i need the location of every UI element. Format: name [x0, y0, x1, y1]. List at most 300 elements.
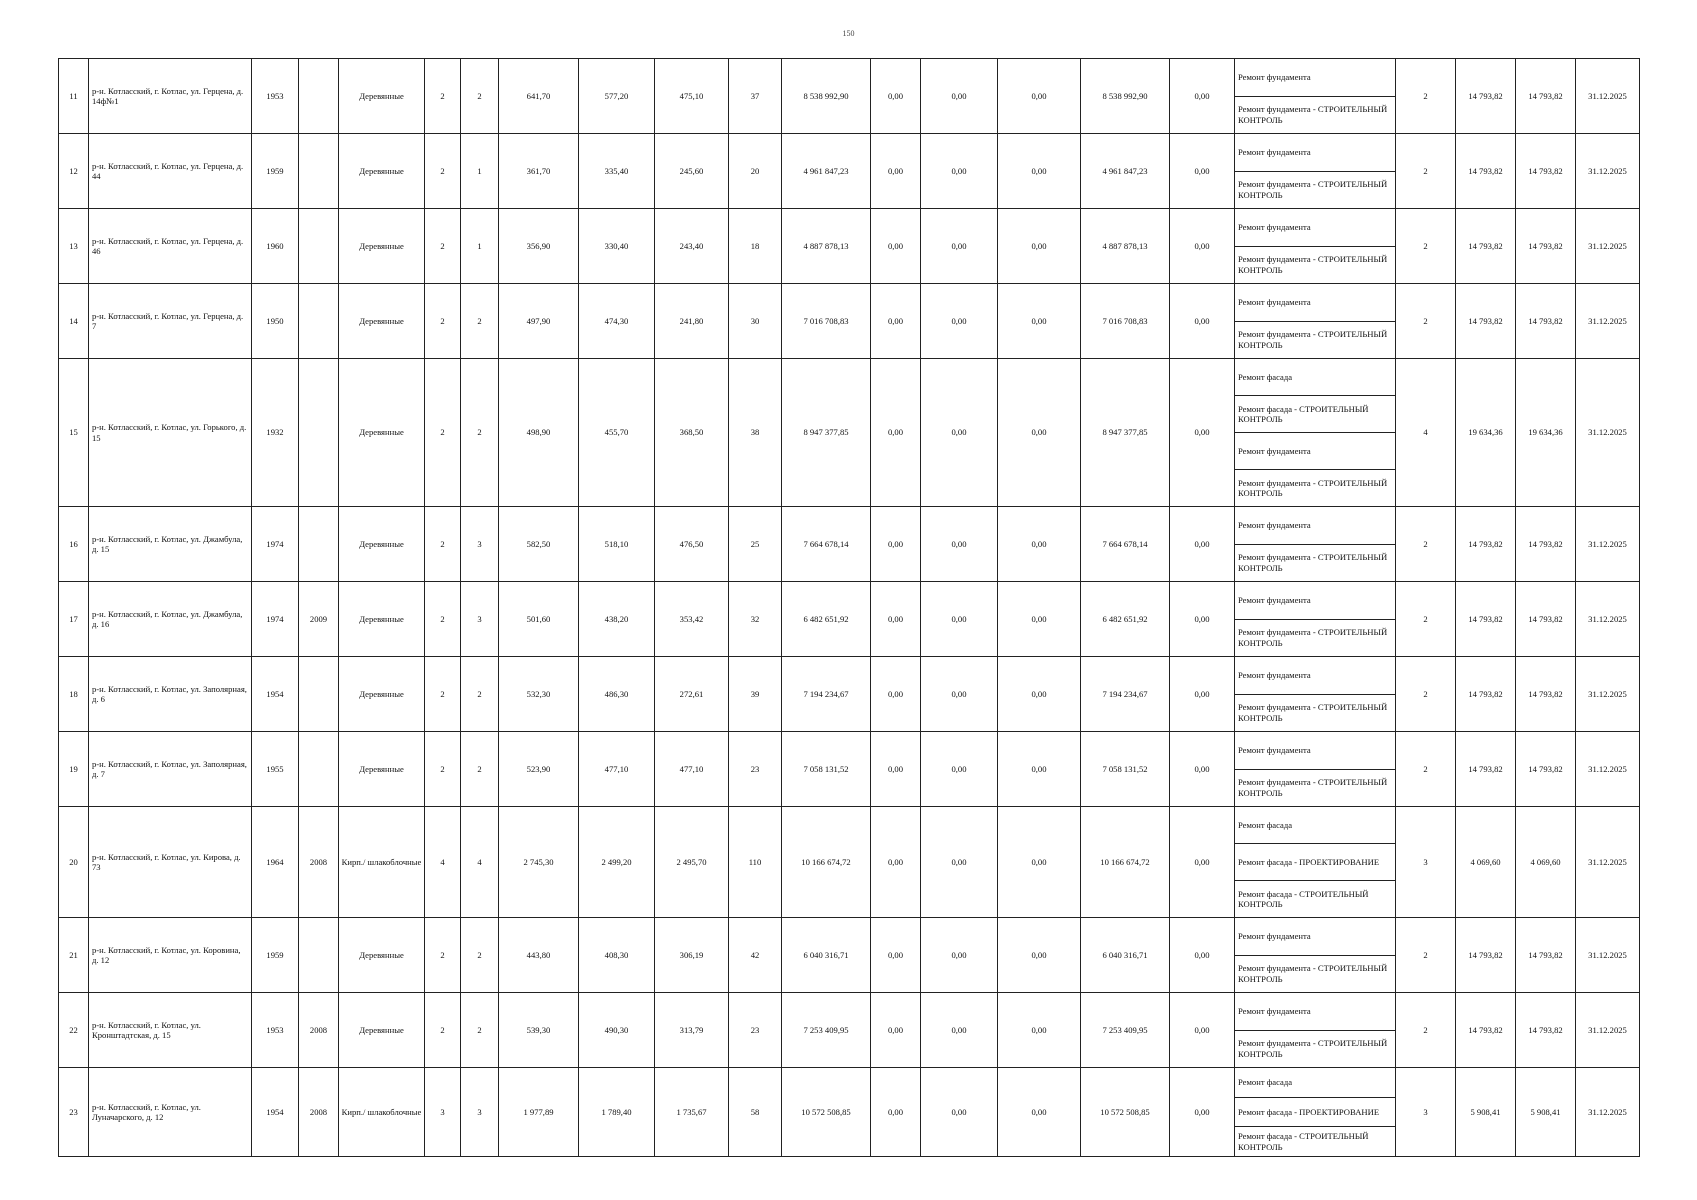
cell-other-funds: 0,00 — [1170, 134, 1235, 209]
cell-residents: 39 — [729, 657, 782, 732]
cell-total-area: 443,80 — [499, 918, 579, 993]
cell-year-reconstruction — [299, 918, 339, 993]
cell-year-built: 1959 — [252, 134, 299, 209]
cell-floors: 3 — [425, 1068, 461, 1157]
cell-works — [1235, 59, 1396, 134]
cell-total-cost: 7 058 131,52 — [782, 732, 871, 807]
cell-row-number: 19 — [59, 732, 89, 807]
cell-year-reconstruction — [299, 59, 339, 134]
page-number: 150 — [842, 29, 855, 38]
cell-completion-date: 31.12.2025 — [1576, 359, 1640, 507]
cell-owned-area: 272,61 — [655, 657, 729, 732]
cell-residents: 42 — [729, 918, 782, 993]
cell-total-cost: 4 961 847,23 — [782, 134, 871, 209]
cell-row-number: 13 — [59, 209, 89, 284]
cell-total-cost: 10 572 508,85 — [782, 1068, 871, 1157]
cell-max-unit-cost: 14 793,82 — [1516, 284, 1576, 359]
cell-year-reconstruction — [299, 507, 339, 582]
cell-floors: 2 — [425, 209, 461, 284]
cell-other-funds: 0,00 — [1170, 507, 1235, 582]
cell-address: р-н. Котласский, г. Котлас, ул. Горького, д. 15 — [89, 359, 252, 507]
cell-year-built: 1953 — [252, 59, 299, 134]
table-row — [59, 284, 1640, 359]
work-list — [1235, 807, 1395, 917]
cell-row-number: 16 — [59, 507, 89, 582]
cell-federal-funds: 0,00 — [871, 807, 921, 918]
cell-municipal-funds: 0,00 — [998, 284, 1081, 359]
work-item: Ремонт фундамента — [1238, 931, 1311, 942]
cell-regional-funds: 0,00 — [921, 918, 998, 993]
cell-wall-material: Деревянные — [339, 507, 425, 582]
cell-owned-area: 245,60 — [655, 134, 729, 209]
cell-other-funds: 0,00 — [1170, 1068, 1235, 1157]
work-item: Ремонт фундамента - СТРОИТЕЛЬНЫЙ КОНТРОЛЬ — [1235, 1030, 1395, 1068]
cell-total-area: 539,30 — [499, 993, 579, 1068]
cell-entrances: 4 — [461, 807, 499, 918]
cell-year-reconstruction — [299, 359, 339, 507]
work-item: Ремонт фундамента — [1238, 72, 1311, 83]
cell-year-reconstruction: 2008 — [299, 1068, 339, 1157]
cell-regional-funds: 0,00 — [921, 507, 998, 582]
cell-other-funds: 0,00 — [1170, 209, 1235, 284]
cell-entrances: 1 — [461, 209, 499, 284]
cell-owner-funds: 7 016 708,83 — [1081, 284, 1170, 359]
cell-entrances: 1 — [461, 134, 499, 209]
cell-other-funds: 0,00 — [1170, 993, 1235, 1068]
cell-regional-funds: 0,00 — [921, 59, 998, 134]
cell-owner-funds: 7 253 409,95 — [1081, 993, 1170, 1068]
building-repair-table — [58, 58, 1640, 1157]
cell-year-reconstruction — [299, 284, 339, 359]
cell-row-number: 14 — [59, 284, 89, 359]
cell-year-reconstruction: 2008 — [299, 993, 339, 1068]
table-row — [59, 582, 1640, 657]
cell-wall-material: Кирп./ шлакоблочные — [339, 1068, 425, 1157]
cell-living-area: 2 499,20 — [579, 807, 655, 918]
table-row — [59, 359, 1640, 507]
cell-entrances: 2 — [461, 657, 499, 732]
work-list — [1235, 59, 1395, 133]
cell-floors: 2 — [425, 993, 461, 1068]
cell-owner-funds: 4 961 847,23 — [1081, 134, 1170, 209]
cell-works-count: 2 — [1396, 209, 1456, 284]
cell-unit-cost: 14 793,82 — [1456, 657, 1516, 732]
cell-unit-cost: 14 793,82 — [1456, 918, 1516, 993]
cell-living-area: 577,20 — [579, 59, 655, 134]
cell-wall-material: Деревянные — [339, 582, 425, 657]
table-row — [59, 1068, 1640, 1157]
cell-works-count: 2 — [1396, 59, 1456, 134]
cell-completion-date: 31.12.2025 — [1576, 284, 1640, 359]
cell-works-count: 2 — [1396, 918, 1456, 993]
cell-completion-date: 31.12.2025 — [1576, 209, 1640, 284]
work-item: Ремонт фундамента - СТРОИТЕЛЬНЫЙ КОНТРОЛЬ — [1235, 694, 1395, 732]
cell-year-reconstruction — [299, 134, 339, 209]
table-row — [59, 209, 1640, 284]
cell-other-funds: 0,00 — [1170, 918, 1235, 993]
work-item: Ремонт фундамента — [1238, 670, 1311, 681]
cell-total-area: 2 745,30 — [499, 807, 579, 918]
work-item: Ремонт фундамента — [1238, 222, 1311, 233]
cell-row-number: 11 — [59, 59, 89, 134]
cell-owner-funds: 7 664 678,14 — [1081, 507, 1170, 582]
cell-works-count: 2 — [1396, 582, 1456, 657]
cell-wall-material: Деревянные — [339, 657, 425, 732]
cell-regional-funds: 0,00 — [921, 134, 998, 209]
cell-year-built: 1954 — [252, 1068, 299, 1157]
cell-municipal-funds: 0,00 — [998, 1068, 1081, 1157]
cell-owner-funds: 4 887 878,13 — [1081, 209, 1170, 284]
cell-residents: 30 — [729, 284, 782, 359]
cell-municipal-funds: 0,00 — [998, 732, 1081, 807]
work-item: Ремонт фасада — [1238, 819, 1293, 830]
cell-regional-funds: 0,00 — [921, 582, 998, 657]
cell-residents: 23 — [729, 732, 782, 807]
cell-completion-date: 31.12.2025 — [1576, 134, 1640, 209]
cell-living-area: 438,20 — [579, 582, 655, 657]
cell-works-count: 2 — [1396, 993, 1456, 1068]
cell-owned-area: 1 735,67 — [655, 1068, 729, 1157]
cell-total-cost: 7 664 678,14 — [782, 507, 871, 582]
cell-max-unit-cost: 14 793,82 — [1516, 993, 1576, 1068]
cell-total-area: 641,70 — [499, 59, 579, 134]
cell-row-number: 22 — [59, 993, 89, 1068]
cell-living-area: 518,10 — [579, 507, 655, 582]
cell-residents: 58 — [729, 1068, 782, 1157]
cell-owner-funds: 6 482 651,92 — [1081, 582, 1170, 657]
work-item: Ремонт фундамента — [1238, 745, 1311, 756]
cell-max-unit-cost: 14 793,82 — [1516, 657, 1576, 732]
cell-unit-cost: 14 793,82 — [1456, 134, 1516, 209]
cell-residents: 25 — [729, 507, 782, 582]
cell-max-unit-cost: 5 908,41 — [1516, 1068, 1576, 1157]
cell-floors: 2 — [425, 507, 461, 582]
cell-year-reconstruction — [299, 657, 339, 732]
cell-owned-area: 353,42 — [655, 582, 729, 657]
cell-year-built: 1932 — [252, 359, 299, 507]
cell-address: р-н. Котласский, г. Котлас, ул. Заполярная, д. 6 — [89, 657, 252, 732]
cell-federal-funds: 0,00 — [871, 582, 921, 657]
cell-unit-cost: 4 069,60 — [1456, 807, 1516, 918]
cell-entrances: 3 — [461, 507, 499, 582]
cell-federal-funds: 0,00 — [871, 993, 921, 1068]
cell-residents: 32 — [729, 582, 782, 657]
cell-owner-funds: 8 947 377,85 — [1081, 359, 1170, 507]
cell-completion-date: 31.12.2025 — [1576, 657, 1640, 732]
work-item: Ремонт фундамента - СТРОИТЕЛЬНЫЙ КОНТРОЛЬ — [1235, 96, 1395, 134]
cell-total-cost: 8 947 377,85 — [782, 359, 871, 507]
cell-completion-date: 31.12.2025 — [1576, 807, 1640, 918]
cell-municipal-funds: 0,00 — [998, 807, 1081, 918]
cell-address: р-н. Котласский, г. Котлас, ул. Герцена, д. 46 — [89, 209, 252, 284]
cell-floors: 2 — [425, 359, 461, 507]
cell-address: р-н. Котласский, г. Котлас, ул. Кирова, д. 73 — [89, 807, 252, 918]
table-row — [59, 134, 1640, 209]
work-item: Ремонт фундамента — [1238, 595, 1311, 606]
cell-living-area: 455,70 — [579, 359, 655, 507]
cell-year-built: 1955 — [252, 732, 299, 807]
cell-living-area: 408,30 — [579, 918, 655, 993]
cell-address: р-н. Котласский, г. Котлас, ул. Луначарского, д. 12 — [89, 1068, 252, 1157]
cell-residents: 18 — [729, 209, 782, 284]
cell-total-area: 532,30 — [499, 657, 579, 732]
cell-owned-area: 243,40 — [655, 209, 729, 284]
cell-regional-funds: 0,00 — [921, 284, 998, 359]
cell-owner-funds: 10 572 508,85 — [1081, 1068, 1170, 1157]
cell-works — [1235, 209, 1396, 284]
work-item: Ремонт фасада - ПРОЕКТИРОВАНИЕ — [1235, 843, 1395, 880]
cell-wall-material: Деревянные — [339, 209, 425, 284]
cell-living-area: 330,40 — [579, 209, 655, 284]
cell-entrances: 3 — [461, 1068, 499, 1157]
cell-entrances: 2 — [461, 993, 499, 1068]
cell-entrances: 3 — [461, 582, 499, 657]
cell-address: р-н. Котласский, г. Котлас, ул. Герцена, д. 44 — [89, 134, 252, 209]
cell-address: р-н. Котласский, г. Котлас, ул. Джамбула, д. 15 — [89, 507, 252, 582]
cell-residents: 37 — [729, 59, 782, 134]
work-list — [1235, 993, 1395, 1067]
work-item: Ремонт фундамента - СТРОИТЕЛЬНЫЙ КОНТРОЛЬ — [1235, 619, 1395, 657]
cell-federal-funds: 0,00 — [871, 134, 921, 209]
cell-year-built: 1964 — [252, 807, 299, 918]
cell-floors: 4 — [425, 807, 461, 918]
cell-works — [1235, 582, 1396, 657]
cell-wall-material: Деревянные — [339, 284, 425, 359]
work-item: Ремонт фундамента - СТРОИТЕЛЬНЫЙ КОНТРОЛЬ — [1235, 544, 1395, 582]
cell-max-unit-cost: 14 793,82 — [1516, 582, 1576, 657]
cell-total-cost: 10 166 674,72 — [782, 807, 871, 918]
cell-total-area: 497,90 — [499, 284, 579, 359]
cell-row-number: 12 — [59, 134, 89, 209]
work-item: Ремонт фасада - СТРОИТЕЛЬНЫЙ КОНТРОЛЬ — [1235, 395, 1395, 432]
cell-year-built: 1974 — [252, 582, 299, 657]
cell-regional-funds: 0,00 — [921, 657, 998, 732]
cell-year-reconstruction — [299, 209, 339, 284]
work-item: Ремонт фасада - ПРОЕКТИРОВАНИЕ — [1235, 1097, 1395, 1127]
cell-federal-funds: 0,00 — [871, 209, 921, 284]
cell-row-number: 18 — [59, 657, 89, 732]
cell-floors: 2 — [425, 657, 461, 732]
cell-total-area: 356,90 — [499, 209, 579, 284]
cell-owner-funds: 7 058 131,52 — [1081, 732, 1170, 807]
work-list — [1235, 732, 1395, 806]
cell-works-count: 2 — [1396, 657, 1456, 732]
cell-municipal-funds: 0,00 — [998, 993, 1081, 1068]
cell-works — [1235, 918, 1396, 993]
cell-federal-funds: 0,00 — [871, 507, 921, 582]
cell-address: р-н. Котласский, г. Котлас, ул. Заполярная, д. 7 — [89, 732, 252, 807]
cell-unit-cost: 14 793,82 — [1456, 732, 1516, 807]
cell-regional-funds: 0,00 — [921, 732, 998, 807]
cell-regional-funds: 0,00 — [921, 359, 998, 507]
cell-works — [1235, 507, 1396, 582]
cell-regional-funds: 0,00 — [921, 1068, 998, 1157]
cell-residents: 20 — [729, 134, 782, 209]
work-list — [1235, 918, 1395, 992]
cell-unit-cost: 14 793,82 — [1456, 284, 1516, 359]
cell-floors: 2 — [425, 732, 461, 807]
cell-year-built: 1974 — [252, 507, 299, 582]
cell-owned-area: 313,79 — [655, 993, 729, 1068]
cell-owned-area: 475,10 — [655, 59, 729, 134]
work-item: Ремонт фундамента - СТРОИТЕЛЬНЫЙ КОНТРОЛЬ — [1235, 769, 1395, 807]
cell-other-funds: 0,00 — [1170, 284, 1235, 359]
cell-total-cost: 6 040 316,71 — [782, 918, 871, 993]
cell-works — [1235, 134, 1396, 209]
cell-unit-cost: 14 793,82 — [1456, 582, 1516, 657]
cell-max-unit-cost: 14 793,82 — [1516, 59, 1576, 134]
cell-year-built: 1960 — [252, 209, 299, 284]
work-item: Ремонт фасада - СТРОИТЕЛЬНЫЙ КОНТРОЛЬ — [1235, 1126, 1395, 1156]
work-list — [1235, 359, 1395, 506]
cell-owned-area: 477,10 — [655, 732, 729, 807]
cell-row-number: 15 — [59, 359, 89, 507]
cell-year-built: 1953 — [252, 993, 299, 1068]
cell-total-cost: 7 194 234,67 — [782, 657, 871, 732]
cell-works-count: 2 — [1396, 507, 1456, 582]
cell-completion-date: 31.12.2025 — [1576, 582, 1640, 657]
cell-municipal-funds: 0,00 — [998, 209, 1081, 284]
cell-owner-funds: 8 538 992,90 — [1081, 59, 1170, 134]
cell-living-area: 1 789,40 — [579, 1068, 655, 1157]
cell-works-count: 2 — [1396, 284, 1456, 359]
cell-residents: 23 — [729, 993, 782, 1068]
table-row — [59, 993, 1640, 1068]
cell-municipal-funds: 0,00 — [998, 918, 1081, 993]
cell-entrances: 2 — [461, 284, 499, 359]
cell-owned-area: 368,50 — [655, 359, 729, 507]
cell-federal-funds: 0,00 — [871, 732, 921, 807]
work-list — [1235, 284, 1395, 358]
cell-municipal-funds: 0,00 — [998, 582, 1081, 657]
cell-max-unit-cost: 14 793,82 — [1516, 209, 1576, 284]
cell-year-reconstruction — [299, 732, 339, 807]
cell-owned-area: 306,19 — [655, 918, 729, 993]
work-item: Ремонт фасада - СТРОИТЕЛЬНЫЙ КОНТРОЛЬ — [1235, 880, 1395, 917]
cell-federal-funds: 0,00 — [871, 918, 921, 993]
work-item: Ремонт фундамента — [1238, 297, 1311, 308]
table-row — [59, 807, 1640, 918]
work-item: Ремонт фасада — [1238, 371, 1293, 382]
cell-works-count: 2 — [1396, 134, 1456, 209]
cell-living-area: 490,30 — [579, 993, 655, 1068]
cell-completion-date: 31.12.2025 — [1576, 59, 1640, 134]
cell-wall-material: Деревянные — [339, 359, 425, 507]
work-item: Ремонт фундамента — [1238, 1006, 1311, 1017]
cell-completion-date: 31.12.2025 — [1576, 993, 1640, 1068]
cell-federal-funds: 0,00 — [871, 1068, 921, 1157]
cell-entrances: 2 — [461, 359, 499, 507]
cell-wall-material: Деревянные — [339, 993, 425, 1068]
cell-entrances: 2 — [461, 732, 499, 807]
cell-works — [1235, 732, 1396, 807]
cell-wall-material: Деревянные — [339, 732, 425, 807]
cell-other-funds: 0,00 — [1170, 732, 1235, 807]
table-body — [59, 59, 1640, 1157]
cell-floors: 2 — [425, 918, 461, 993]
table-row — [59, 918, 1640, 993]
cell-total-area: 498,90 — [499, 359, 579, 507]
cell-total-cost: 4 887 878,13 — [782, 209, 871, 284]
cell-floors: 2 — [425, 134, 461, 209]
cell-works — [1235, 657, 1396, 732]
cell-living-area: 335,40 — [579, 134, 655, 209]
cell-other-funds: 0,00 — [1170, 582, 1235, 657]
work-list — [1235, 134, 1395, 208]
cell-total-cost: 8 538 992,90 — [782, 59, 871, 134]
cell-total-area: 1 977,89 — [499, 1068, 579, 1157]
cell-max-unit-cost: 14 793,82 — [1516, 732, 1576, 807]
cell-regional-funds: 0,00 — [921, 993, 998, 1068]
cell-unit-cost: 14 793,82 — [1456, 59, 1516, 134]
cell-total-area: 501,60 — [499, 582, 579, 657]
work-item: Ремонт фундамента — [1235, 432, 1395, 469]
cell-regional-funds: 0,00 — [921, 209, 998, 284]
table-row — [59, 59, 1640, 134]
cell-unit-cost: 14 793,82 — [1456, 507, 1516, 582]
cell-total-area: 523,90 — [499, 732, 579, 807]
cell-wall-material: Кирп./ шлакоблочные — [339, 807, 425, 918]
cell-works — [1235, 359, 1396, 507]
work-item: Ремонт фундамента — [1238, 147, 1311, 158]
cell-max-unit-cost: 14 793,82 — [1516, 918, 1576, 993]
table-row — [59, 732, 1640, 807]
cell-row-number: 23 — [59, 1068, 89, 1157]
cell-federal-funds: 0,00 — [871, 359, 921, 507]
cell-address: р-н. Котласский, г. Котлас, ул. Герцена, д. 7 — [89, 284, 252, 359]
cell-floors: 2 — [425, 59, 461, 134]
work-item: Ремонт фундамента - СТРОИТЕЛЬНЫЙ КОНТРОЛЬ — [1235, 321, 1395, 359]
cell-total-cost: 7 016 708,83 — [782, 284, 871, 359]
cell-regional-funds: 0,00 — [921, 807, 998, 918]
cell-total-cost: 7 253 409,95 — [782, 993, 871, 1068]
cell-completion-date: 31.12.2025 — [1576, 1068, 1640, 1157]
cell-unit-cost: 19 634,36 — [1456, 359, 1516, 507]
cell-living-area: 477,10 — [579, 732, 655, 807]
cell-unit-cost: 14 793,82 — [1456, 993, 1516, 1068]
cell-works — [1235, 1068, 1396, 1157]
work-list — [1235, 507, 1395, 581]
cell-address: р-н. Котласский, г. Котлас, ул. Джамбула, д. 16 — [89, 582, 252, 657]
cell-wall-material: Деревянные — [339, 918, 425, 993]
cell-completion-date: 31.12.2025 — [1576, 507, 1640, 582]
cell-works-count: 2 — [1396, 732, 1456, 807]
cell-other-funds: 0,00 — [1170, 359, 1235, 507]
cell-row-number: 21 — [59, 918, 89, 993]
cell-completion-date: 31.12.2025 — [1576, 918, 1640, 993]
cell-address: р-н. Котласский, г. Котлас, ул. Коровина, д. 12 — [89, 918, 252, 993]
work-list — [1235, 1068, 1395, 1156]
cell-total-cost: 6 482 651,92 — [782, 582, 871, 657]
cell-federal-funds: 0,00 — [871, 657, 921, 732]
cell-owned-area: 241,80 — [655, 284, 729, 359]
cell-living-area: 486,30 — [579, 657, 655, 732]
cell-other-funds: 0,00 — [1170, 59, 1235, 134]
cell-municipal-funds: 0,00 — [998, 359, 1081, 507]
cell-max-unit-cost: 14 793,82 — [1516, 507, 1576, 582]
cell-federal-funds: 0,00 — [871, 284, 921, 359]
cell-total-area: 582,50 — [499, 507, 579, 582]
cell-entrances: 2 — [461, 59, 499, 134]
cell-entrances: 2 — [461, 918, 499, 993]
work-list — [1235, 209, 1395, 283]
cell-address: р-н. Котласский, г. Котлас, ул. Кронштадтская, д. 15 — [89, 993, 252, 1068]
work-item: Ремонт фасада — [1238, 1077, 1293, 1088]
table-row — [59, 507, 1640, 582]
cell-owner-funds: 7 194 234,67 — [1081, 657, 1170, 732]
cell-works — [1235, 807, 1396, 918]
cell-works-count: 4 — [1396, 359, 1456, 507]
